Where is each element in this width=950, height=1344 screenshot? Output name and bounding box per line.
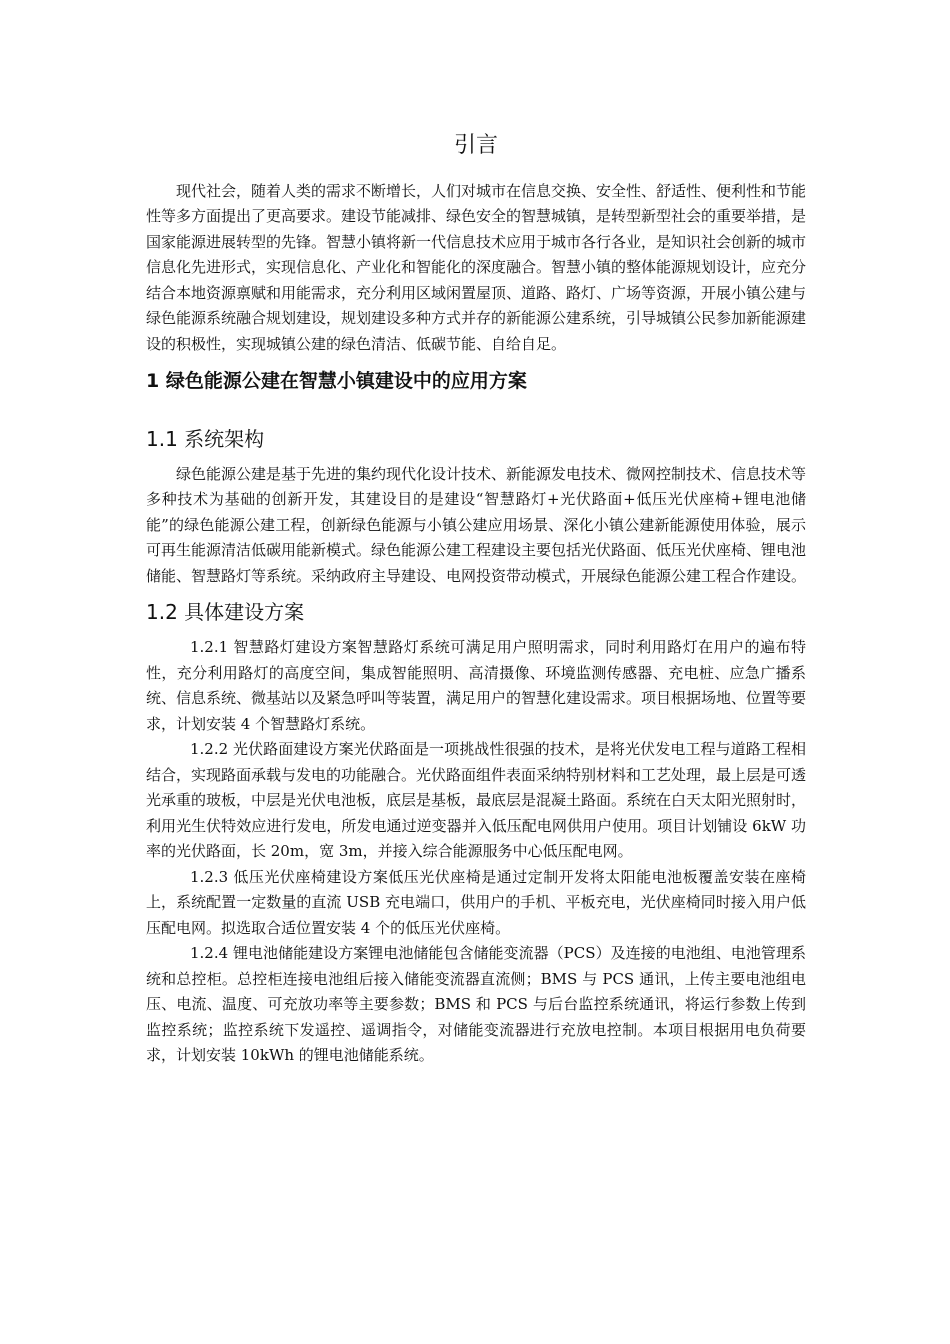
subsection-1-2-1: 1.2.1 智慧路灯建设方案智慧路灯系统可满足用户照明需求，同时利用路灯在用户的遍布特性，充分利用路灯的高度空间，集成智能照明、高清摄像、环境监测传感器、充电桩、应急广播系统、信息系统、微基站以及紧急呼叫等装置，满足用户的智慧化建设需求。项目根据场地、位置等要求，计划安装 4 个智慧路灯系统。 [146, 638, 807, 733]
intro-paragraph: 现代社会，随着人类的需求不断增长，人们对城市在信息交换、安全性、舒适性、便利性和节能性等多方面提出了更高要求。建设节能减排、绿色安全的智慧城镇，是转型新型社会的重要举措，是国家能源进展转型的先锋。智慧小镇将新一代信息技术应用于城市各行各业，是知识社会创新的城市信息化先进形式，实现信息化、产业化和智能化的深度融合。智慧小镇的整体能源规划设计，应充分结合本地资源禀赋和用能需求，充分利用区域闲置屋顶、道路、路灯、广场等资源，开展小镇公建与绿色能源系统融合规划建设，规划建设多种方式并存的新能源公建系统，引导城镇公民参加新能源建设的积极性，实现城镇公建的绿色清洁、低碳节能、自给自足。 [146, 181, 807, 353]
subsection-1-2-4: 1.2.4 锂电池储能建设方案锂电池储能包含储能变流器（PCS）及连接的电池组、电池管理系统和总控柜。总控柜连接电池组后接入储能变流器直流侧；BMS 与 PCS 通讯，上传主要电池组电压、电流、温度、可充放功率等主要参数；BMS 和 PCS 与后台监控系统通讯，将运行参数上传到监控系统；监控系统下发遥控、遥调指令，对储能变流器进行充放电控制。本项目根据用电负荷要求，计划安装 10kWh 的锂电池储能系统。 [146, 944, 806, 1065]
document-title: 引言 [453, 133, 498, 158]
subsection-1-2-3: 1.2.3 低压光伏座椅建设方案低压光伏座椅是通过定制开发将太阳能电池板覆盖安装在座椅上，系统配置一定数量的直流 USB 充电端口，供用户的手机、平板充电，光伏座椅同时接入用户低压配电网。拟选取合适位置安装 4 个的低压光伏座椅。 [146, 867, 806, 937]
section-1-1-body: 绿色能源公建是基于先进的集约现代化设计技术、新能源发电技术、微网控制技术、信息技术等多种技术为基础的创新开发，其建设目的是建设“智慧路灯+光伏路面+低压光伏座椅+锂电池储能”的绿色能源公建工程，创新绿色能源与小镇公建应用场景、深化小镇公建新能源使用体验，展示可再生能源清洁低碳用能新模式。绿色能源公建工程建设主要包括光伏路面、低压光伏座椅、锂电池储能、智慧路灯等系统。采纳政府主导建设、电网投资带动模式，开展绿色能源公建工程合作建设。 [146, 464, 807, 585]
section-1-heading: 1 绿色能源公建在智慧小镇建设中的应用方案 [146, 370, 527, 393]
document-page [146, 132, 806, 1069]
subsection-1-2-2: 1.2.2 光伏路面建设方案光伏路面是一项挑战性很强的技术，是将光伏发电工程与道路工程相结合，实现路面承载与发电的功能融合。光伏路面组件表面采纳特别材料和工艺处理，最上层是可透光承重的玻板，中层是光伏电池板，底层是基板，最底层是混凝土路面。系统在白天太阳光照射时，利用光生伏特效应进行发电，所发电通过逆变器并入低压配电网供用户使用。项目计划铺设 6kW 功率的光伏路面，长 20m，宽 3m，并接入综合能源服务中心低压配电网。 [146, 740, 807, 861]
section-1-1-heading: 1.1 系统架构 [146, 426, 265, 451]
section-1-2-heading: 1.2 具体建设方案 [146, 600, 305, 625]
